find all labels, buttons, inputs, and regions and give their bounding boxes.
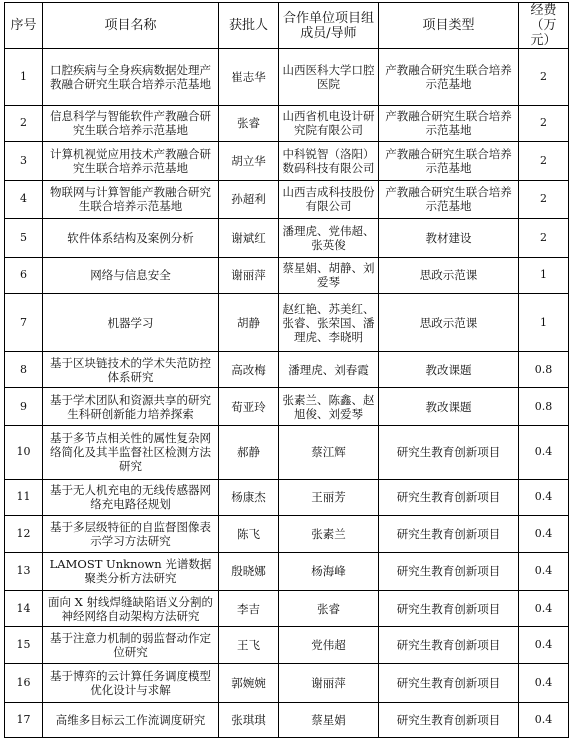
cell-project-type: 研究生教育创新项目 xyxy=(379,591,519,627)
cell-index: 4 xyxy=(5,180,43,219)
cell-project-type: 研究生教育创新项目 xyxy=(379,552,519,591)
cell-partner: 赵红艳、苏美红、张睿、张荣国、潘理虎、李晓明 xyxy=(279,294,379,352)
cell-index: 8 xyxy=(5,351,43,387)
table-row xyxy=(5,552,569,591)
cell-index: 12 xyxy=(5,516,43,552)
cell-project-type: 思政示范课 xyxy=(379,294,519,352)
cell-partner: 山西吉成科技股份有限公司 xyxy=(279,180,379,219)
table-row xyxy=(5,663,569,703)
cell-index: 2 xyxy=(5,105,43,141)
cell-project-type: 研究生教育创新项目 xyxy=(379,479,519,515)
cell-winner: 荀亚玲 xyxy=(219,388,279,425)
cell-partner: 潘理虎、党伟超、张英俊 xyxy=(279,219,379,258)
cell-funding: 0.4 xyxy=(519,425,569,479)
table-row xyxy=(5,425,569,479)
header-partner: 合作单位项目组成员/导师 xyxy=(279,3,379,49)
cell-funding: 0.8 xyxy=(519,351,569,387)
cell-funding: 0.4 xyxy=(519,516,569,552)
table-row xyxy=(5,351,569,387)
cell-partner: 山西医科大学口腔医院 xyxy=(279,49,379,106)
table-row xyxy=(5,49,569,106)
cell-funding: 0.4 xyxy=(519,663,569,703)
table-row xyxy=(5,703,569,738)
cell-winner: 李吉 xyxy=(219,591,279,627)
cell-partner: 张素兰 xyxy=(279,516,379,552)
cell-funding: 0.4 xyxy=(519,627,569,663)
cell-index: 15 xyxy=(5,627,43,663)
table-row xyxy=(5,219,569,258)
cell-partner: 张素兰、陈鑫、赵旭俊、刘爱琴 xyxy=(279,388,379,425)
cell-winner: 郭婉婉 xyxy=(219,663,279,703)
cell-winner: 杨康杰 xyxy=(219,479,279,515)
cell-funding: 0.4 xyxy=(519,479,569,515)
table-row xyxy=(5,479,569,515)
table-body xyxy=(5,49,569,738)
cell-project-name: 口腔疾病与全身疾病数据处理产教融合研究生联合培养示范基地 xyxy=(43,49,219,106)
cell-index: 13 xyxy=(5,552,43,591)
header-index: 序号 xyxy=(5,3,43,49)
cell-winner: 殷晓娜 xyxy=(219,552,279,591)
cell-partner: 党伟超 xyxy=(279,627,379,663)
cell-index: 1 xyxy=(5,49,43,106)
table-row xyxy=(5,591,569,627)
cell-funding: 0.4 xyxy=(519,552,569,591)
cell-project-type: 产教融合研究生联合培养示范基地 xyxy=(379,105,519,141)
cell-winner: 高改梅 xyxy=(219,351,279,387)
cell-partner: 王丽芳 xyxy=(279,479,379,515)
header-type: 项目类型 xyxy=(379,3,519,49)
cell-project-name: 软件体系结构及案例分析 xyxy=(43,219,219,258)
cell-funding: 2 xyxy=(519,180,569,219)
cell-funding: 1 xyxy=(519,257,569,293)
cell-winner: 谢丽萍 xyxy=(219,257,279,293)
cell-project-name: 物联网与计算智能产教融合研究生联合培养示范基地 xyxy=(43,180,219,219)
header-winner: 获批人 xyxy=(219,3,279,49)
cell-project-name: 基于博弈的云计算任务调度模型优化设计与求解 xyxy=(43,663,219,703)
cell-partner: 蔡星娟 xyxy=(279,703,379,738)
cell-project-name: 基于学术团队和资源共享的研究生科研创新能力培养探索 xyxy=(43,388,219,425)
cell-partner: 山西省机电设计研究院有限公司 xyxy=(279,105,379,141)
cell-winner: 胡立华 xyxy=(219,142,279,181)
cell-winner: 张琪琪 xyxy=(219,703,279,738)
table-row xyxy=(5,516,569,552)
cell-project-type: 教材建设 xyxy=(379,219,519,258)
cell-project-type: 教改课题 xyxy=(379,388,519,425)
header-name: 项目名称 xyxy=(43,3,219,49)
cell-project-name: 基于区块链技术的学术失范防控体系研究 xyxy=(43,351,219,387)
cell-project-name: 计算机视觉应用技术产教融合研究生联合培养示范基地 xyxy=(43,142,219,181)
cell-funding: 2 xyxy=(519,49,569,106)
cell-index: 16 xyxy=(5,663,43,703)
cell-project-name: 机器学习 xyxy=(43,294,219,352)
cell-partner: 张睿 xyxy=(279,591,379,627)
table-row xyxy=(5,294,569,352)
cell-index: 17 xyxy=(5,703,43,738)
header-row xyxy=(5,3,569,49)
cell-index: 3 xyxy=(5,142,43,181)
cell-funding: 2 xyxy=(519,142,569,181)
cell-project-type: 产教融合研究生联合培养示范基地 xyxy=(379,49,519,106)
cell-winner: 张睿 xyxy=(219,105,279,141)
cell-winner: 王飞 xyxy=(219,627,279,663)
table-row xyxy=(5,257,569,293)
cell-funding: 0.4 xyxy=(519,703,569,738)
cell-project-type: 产教融合研究生联合培养示范基地 xyxy=(379,180,519,219)
cell-project-name: LAMOST Unknown 光谱数据聚类分析方法研究 xyxy=(43,552,219,591)
table-row xyxy=(5,180,569,219)
cell-winner: 胡静 xyxy=(219,294,279,352)
cell-partner: 杨海峰 xyxy=(279,552,379,591)
cell-project-name: 基于多层级特征的自监督图像表示学习方法研究 xyxy=(43,516,219,552)
cell-partner: 潘理虎、刘春霞 xyxy=(279,351,379,387)
projects-table xyxy=(4,2,569,738)
table-row xyxy=(5,627,569,663)
cell-partner: 谢丽萍 xyxy=(279,663,379,703)
cell-winner: 崔志华 xyxy=(219,49,279,106)
cell-index: 14 xyxy=(5,591,43,627)
cell-project-type: 研究生教育创新项目 xyxy=(379,703,519,738)
cell-funding: 0.8 xyxy=(519,388,569,425)
cell-project-name: 基于多节点相关性的属性复杂网络简化及其半监督社区检测方法研究 xyxy=(43,425,219,479)
cell-winner: 陈飞 xyxy=(219,516,279,552)
cell-project-type: 产教融合研究生联合培养示范基地 xyxy=(379,142,519,181)
cell-winner: 郝静 xyxy=(219,425,279,479)
cell-project-name: 面向 X 射线焊缝缺陷语义分割的神经网络自动架构方法研究 xyxy=(43,591,219,627)
cell-project-name: 网络与信息安全 xyxy=(43,257,219,293)
header-funding: 经费（万元） xyxy=(519,3,569,49)
cell-winner: 孙超利 xyxy=(219,180,279,219)
cell-index: 6 xyxy=(5,257,43,293)
cell-project-type: 研究生教育创新项目 xyxy=(379,627,519,663)
cell-project-name: 信息科学与智能软件产教融合研究生联合培养示范基地 xyxy=(43,105,219,141)
cell-partner: 中科锐智（洛阳）数码科技有限公司 xyxy=(279,142,379,181)
cell-index: 10 xyxy=(5,425,43,479)
cell-project-name: 高维多目标云工作流调度研究 xyxy=(43,703,219,738)
table-row xyxy=(5,105,569,141)
cell-project-type: 思政示范课 xyxy=(379,257,519,293)
cell-funding: 2 xyxy=(519,219,569,258)
cell-project-type: 研究生教育创新项目 xyxy=(379,425,519,479)
cell-project-name: 基于无人机充电的无线传感器网络充电路径规划 xyxy=(43,479,219,515)
cell-funding: 0.4 xyxy=(519,591,569,627)
cell-funding: 1 xyxy=(519,294,569,352)
cell-index: 11 xyxy=(5,479,43,515)
cell-partner: 蔡江辉 xyxy=(279,425,379,479)
cell-project-type: 研究生教育创新项目 xyxy=(379,663,519,703)
cell-index: 9 xyxy=(5,388,43,425)
cell-project-type: 研究生教育创新项目 xyxy=(379,516,519,552)
cell-project-name: 基于注意力机制的弱监督动作定位研究 xyxy=(43,627,219,663)
cell-winner: 谢斌红 xyxy=(219,219,279,258)
table-row xyxy=(5,388,569,425)
cell-index: 5 xyxy=(5,219,43,258)
cell-project-type: 教改课题 xyxy=(379,351,519,387)
table-row xyxy=(5,142,569,181)
cell-funding: 2 xyxy=(519,105,569,141)
cell-partner: 蔡星娟、胡静、刘爱琴 xyxy=(279,257,379,293)
cell-index: 7 xyxy=(5,294,43,352)
